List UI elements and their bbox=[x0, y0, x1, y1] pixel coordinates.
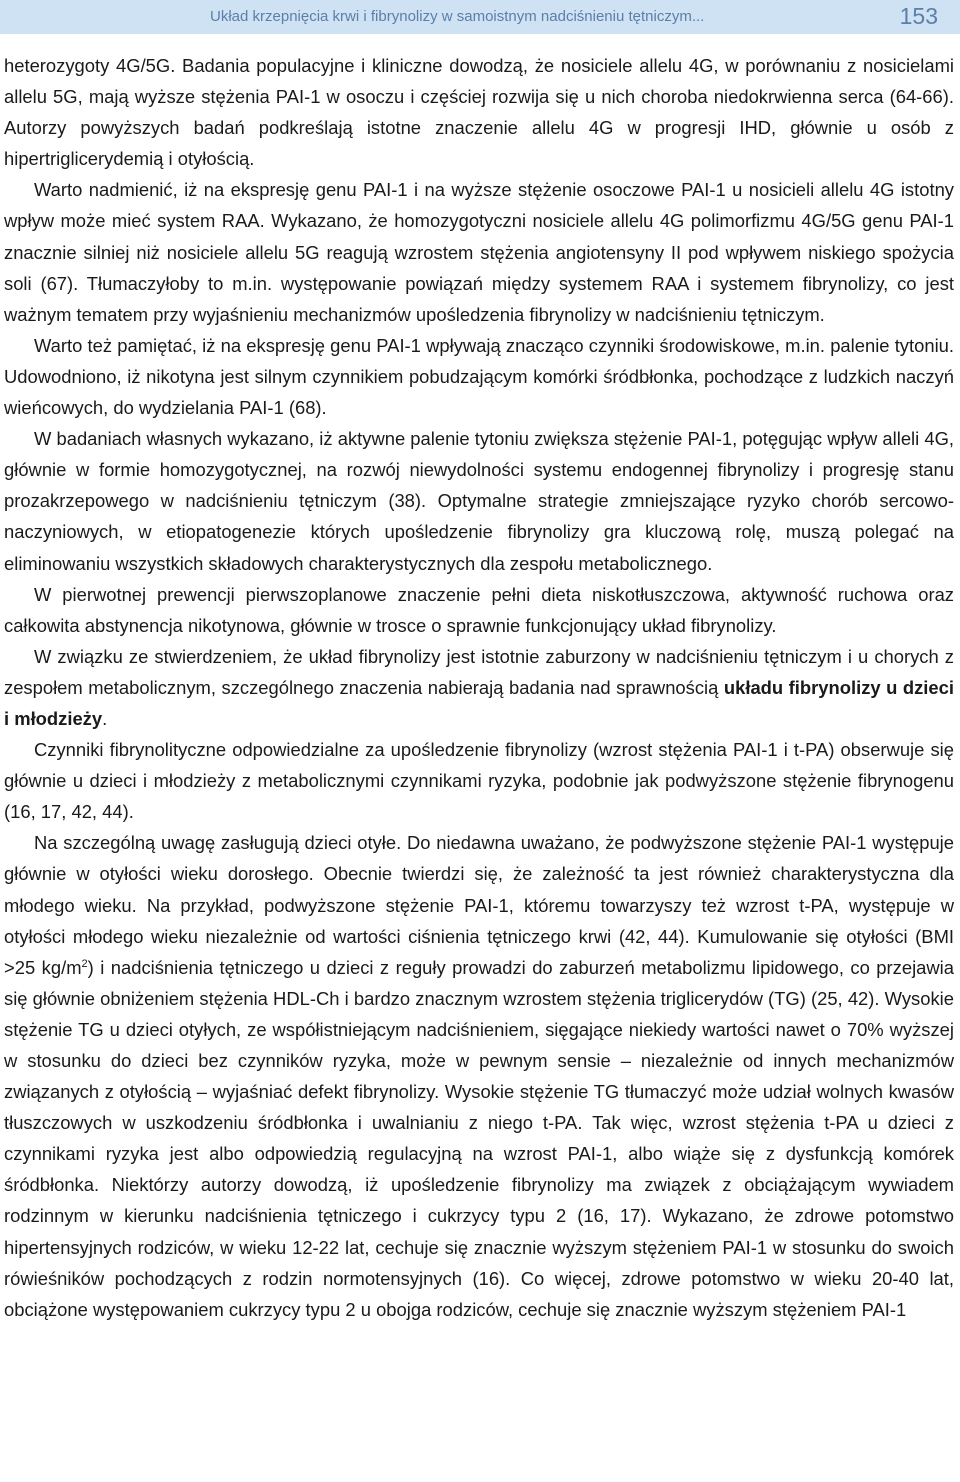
article-body bbox=[4, 50, 954, 1325]
running-header bbox=[0, 0, 960, 34]
paragraph-2: Warto nadmienić, iż na ekspresję genu PAI-1 i na wyższe stężenie osoczowe PAI-1 u nosicieli allelu 4G istotny wpływ może mieć system RAA. Wykazano, że homozygotyczni nosiciele allelu 4G polimorfizmu 4G/5G genu PAI-1 znacznie silniej niż nosiciele allelu 5G reagują wzrostem stężenia angiotensyny II pod wpływem niskiego spożycia soli (67). Tłumaczyłoby to m.in. występowanie powiązań między systemem RAA i systemem fibrynolizy, co jest ważnym tematem przy wyjaśnieniu mechanizmów upośledzenia fibrynolizy w nadciśnieniu tętniczym. bbox=[4, 179, 954, 325]
paragraph-5: W pierwotnej prewencji pierwszoplanowe znaczenie pełni dieta niskotłuszczowa, aktywność ruchowa oraz całkowita abstynencja nikotynowa, głównie w trosce o sprawnie funkcjonujący układ fibrynolizy. bbox=[4, 583, 954, 636]
paragraph-1: heterozygoty 4G/5G. Badania populacyjne i kliniczne dowodzą, że nosiciele allelu 4G, w porównaniu z nosicielami allelu 5G, mają wyższe stężenia PAI-1 w osoczu i częściej rozwija się u nich choroba niedokrwienna serca (64-66). Autorzy powyższych badań podkreślają istotne znaczenie allelu 4G w progresji IHD, głównie u osób z hipertriglicerydemią i otyłością. bbox=[4, 55, 954, 170]
page-number: 153 bbox=[899, 3, 938, 29]
paragraph-7: Czynniki fibrynolityczne odpowiedzialne za upośledzenie fibrynolizy (wzrost stężenia PAI-1 i t-PA) obserwuje się głównie u dzieci i młodzieży z metabolicznymi czynnikami ryzyka, podobnie jak podwyższone stężenie fibrynogenu (16, 17, 42, 44). bbox=[4, 739, 954, 823]
running-title: Układ krzepnięcia krwi i fibrynolizy w samoistnym nadciśnieniu tętniczym... bbox=[210, 8, 705, 25]
paragraph-4: W badaniach własnych wykazano, iż aktywne palenie tytoniu zwiększa stężenie PAI-1, potęgując wpływ alleli 4G, głównie w formie homozygotycznej, na rozwój niewydolności systemu endogennej fibrynolizy i progresję stanu prozakrzepowego w nadciśnieniu tętniczym (38). Optymalne strategie zmniejszające ryzyko chorób sercowo-naczyniowych, w etiopatogenezie których upośledzenie fibrynolizy gra kluczową rolę, muszą polegać na eliminowaniu wszystkich składowych charakterystycznych dla zespołu metabolicznego. bbox=[4, 428, 954, 574]
emphasis-bold: układu fibrynolizy u dzieci i młodzieży bbox=[4, 676, 954, 729]
paragraph-3: Warto też pamiętać, iż na ekspresję genu PAI-1 wpływają znacząco czynniki środowiskowe, m.in. palenie tytoniu. Udowodniono, iż nikotyna jest silnym czynnikiem pobudzającym komórki śródbłonka, pochodzące z ludzkich naczyń wieńcowych, do wydzielania PAI-1 (68). bbox=[4, 334, 954, 419]
paragraph-6: W związku ze stwierdzeniem, że układ fibrynolizy jest istotnie zaburzony w nadciśnieniu tętniczym i u chorych z zespołem metabolicznym, szczególnego znaczenia nabierają badania nad sprawnością układu fibrynolizy u dzieci i młodzieży. bbox=[4, 645, 954, 729]
superscript: 2 bbox=[81, 957, 88, 970]
paragraph-8: Na szczególną uwagę zasługują dzieci otyłe. Do niedawna uważano, że podwyższone stężenie PAI-1 występuje głównie w otyłości wieku dorosłego. Obecnie twierdzi się, że zależność ta jest również charakterystyczna dla młodego wieku. Na przykład, podwyższone stężenie PAI-1, któremu towarzyszy też wzrost t-PA, występuje w otyłości młodego wieku niezależnie od wartości ciśnienia tętniczego krwi (42, 44). Kumulowanie się otyłości (BMI >25 $kg/m^2$) i nadciśnienia tętniczego u dzieci z reguły prowadzi do zaburzeń metabolizmu lipidowego, co przejawia się głównie obniżeniem stężenia HDL-Ch i bardzo znacznym wzrostem stężenia triglicerydów (TG) (25, 42). Wysokie stężenie TG u dzieci otyłych, ze współistniejącym nadciśnieniem, sięgające niekiedy wartości nawet o 70% wyższej w stosunku do dzieci bez czynników ryzyka, może w pewnym sensie – niezależnie od innych mechanizmów związanych z otyłością – wyjaśniać defekt fibrynolizy. Wysokie stężenie TG tłumaczyć może udział wolnych kwasów tłuszczowych w uszkodzeniu śródbłonka i uwalnianiu z niego t-PA. Tak więc, wzrost stężenia t-PA u dzieci z czynnikami ryzyka jest albo odpowiedzią regulacyjną na wzrost PAI-1, albo wiąże się z dysfunkcją komórek śródbłonka. Niektórzy autorzy dowodzą, iż upośledzenie fibrynolizy ma związek z obciążającym wywiadem rodzinnym w kierunku nadciśnienia tętniczego i cukrzycy typu 2 (16, 17). Wykazano, że zdrowe potomstwo hipertensyjnych rodziców, w wieku 12-22 lat, cechuje się znacznie wyższym stężeniem PAI-1 w stosunku do swoich rówieśników pochodzących z rodzin normotensyjnych (16). Co więcej, zdrowe potomstwo w wieku 20-40 lat, obciążone występowaniem cukrzycy typu 2 u obojga rodziców, cechuje się znacznie wyższym stężeniem PAI-1 bbox=[4, 832, 954, 1320]
